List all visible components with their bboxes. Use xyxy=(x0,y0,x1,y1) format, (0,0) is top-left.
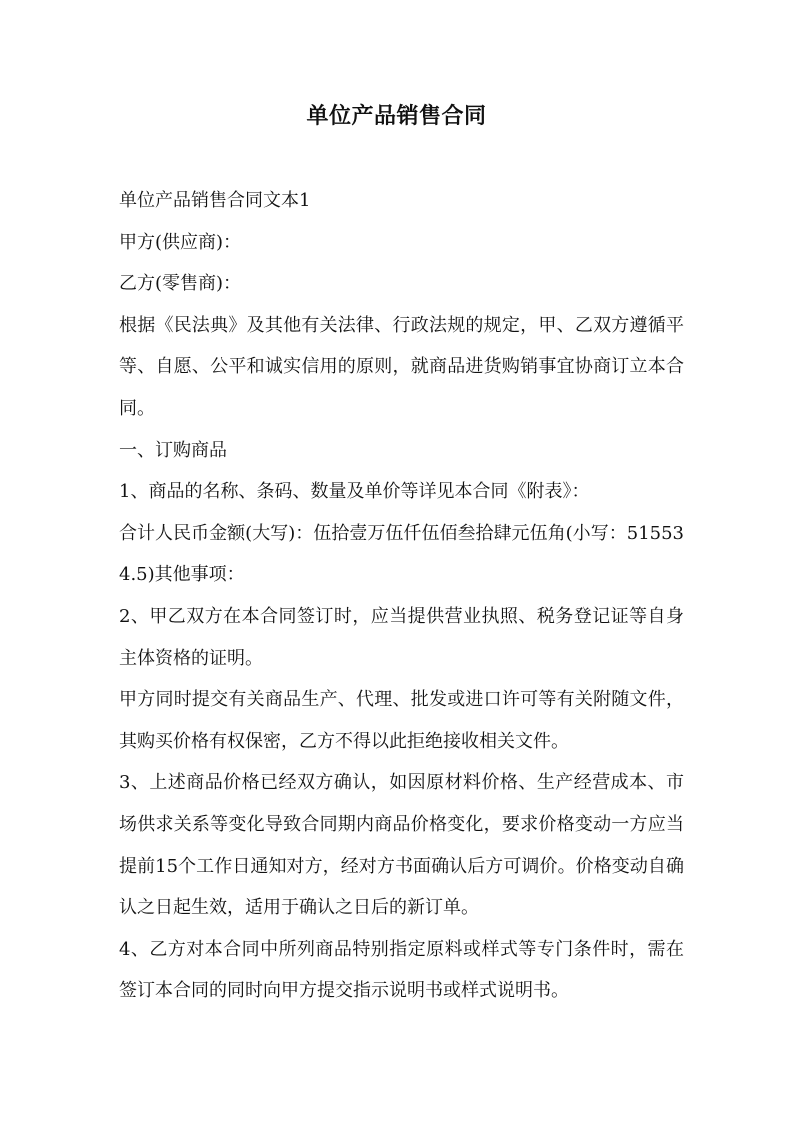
contract-text-heading: 单位产品销售合同文本1 xyxy=(119,190,311,211)
total-amount-line: 合计人民币金额(大写)：伍拾壹万伍仟伍佰叁拾肆元伍角(小写：515534.5)其他事项： xyxy=(119,522,684,586)
clause-2: 2、甲乙双方在本合同签订时，应当提供营业执照、税务登记证等自身主体资格的证明。 xyxy=(119,605,684,669)
document-body xyxy=(119,180,684,1012)
preamble-paragraph: 根据《民法典》及其他有关法律、行政法规的规定，甲、乙双方遵循平等、自愿、公平和诚实信用的原则，就商品进货购销事宜协商订立本合同。 xyxy=(119,314,684,419)
document-title: 单位产品销售合同 xyxy=(306,103,487,129)
clause-3: 3、上述商品价格已经双方确认，如因原材料价格、生产经营成本、市场供求关系等变化导致合同期内商品价格变化，要求价格变动一方应当提前15个工作日通知对方，经对方书面确认后方可调价。价格变动自确认之日起生效，适用于确认之日后的新订单。 xyxy=(119,772,684,919)
clause-1: 1、商品的名称、条码、数量及单价等详见本合同《附表》： xyxy=(119,481,590,503)
party-a-line: 甲方(供应商)： xyxy=(119,231,242,253)
party-b-line: 乙方(零售商)： xyxy=(119,273,242,295)
clause-4: 4、乙方对本合同中所列商品特别指定原料或样式等专门条件时，需在签订本合同的同时向甲方提交指示说明书或样式说明书。 xyxy=(119,938,684,1002)
section-heading-order-goods: 一、订购商品 xyxy=(119,439,227,461)
clause-2-continued: 甲方同时提交有关商品生产、代理、批发或进口许可等有关附随文件，其购买价格有权保密，乙方不得以此拒绝接收相关文件。 xyxy=(119,689,684,752)
